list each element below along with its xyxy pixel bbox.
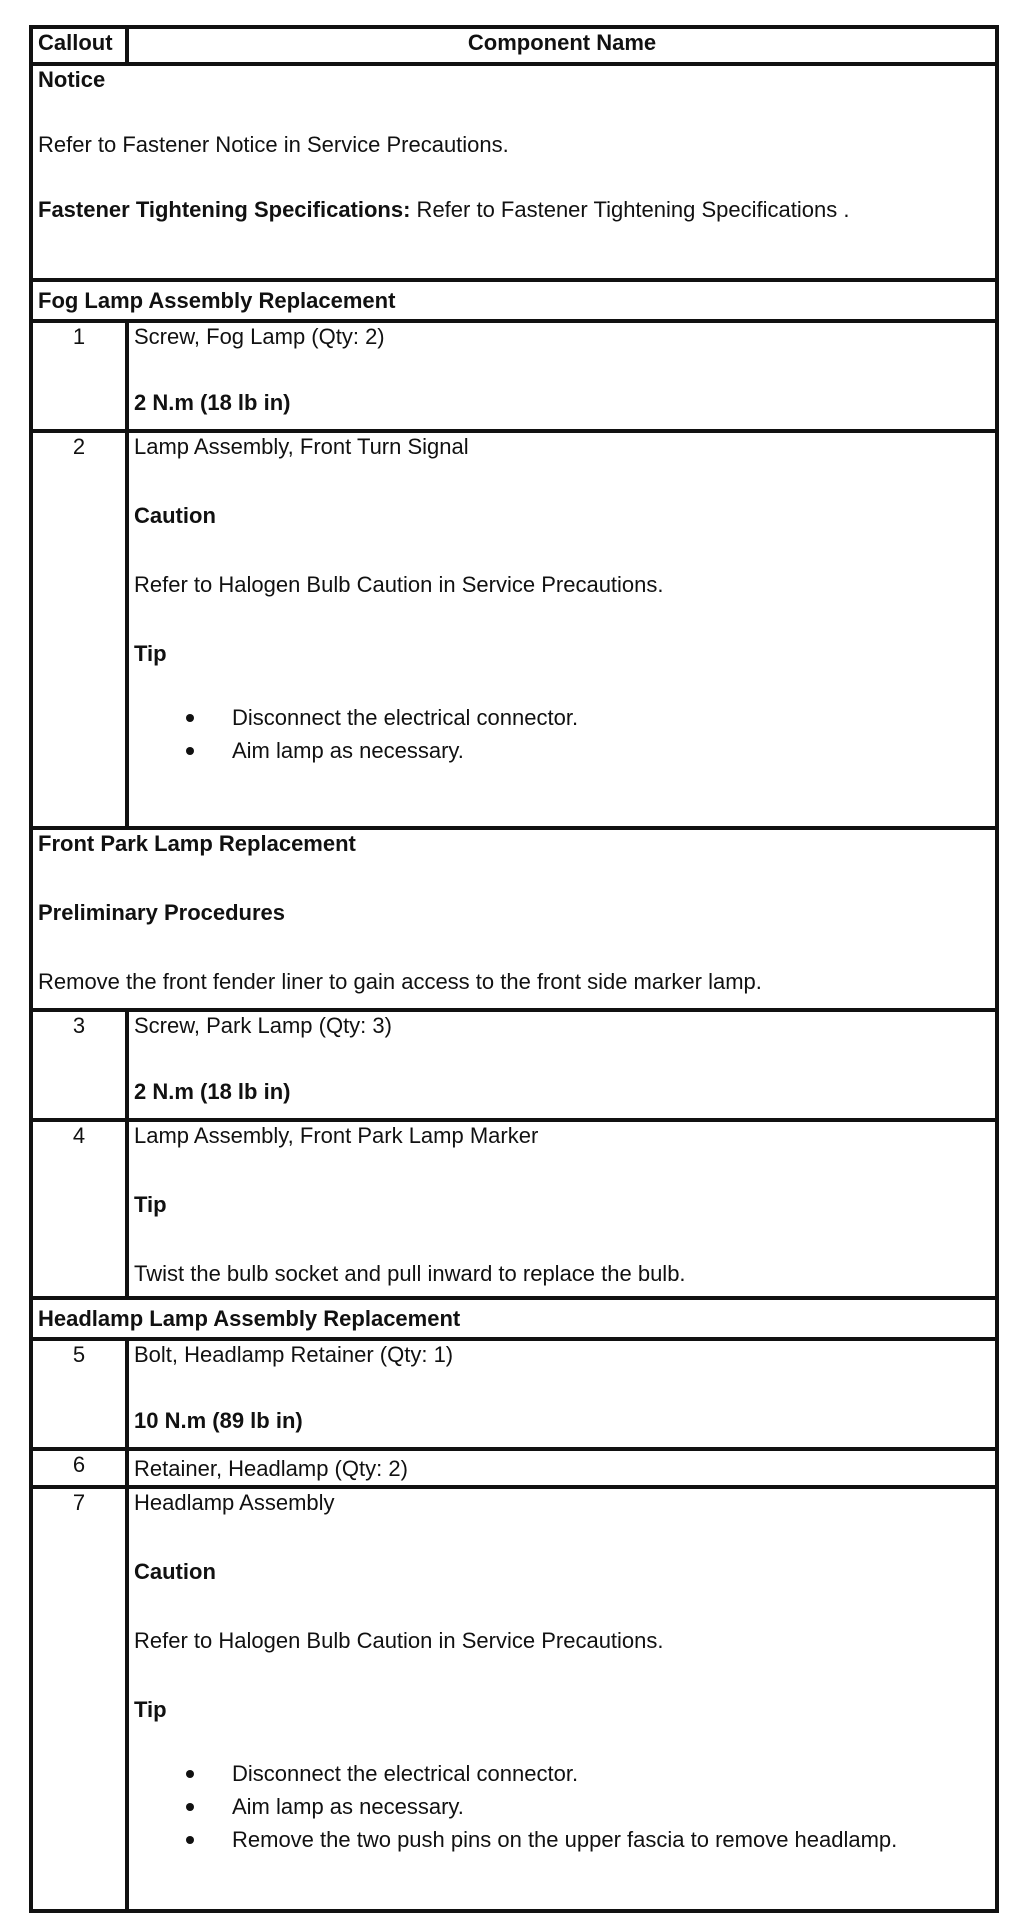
park-section-cell [31, 828, 997, 1010]
tip-label: Tip [134, 641, 167, 666]
fastener-spec-text: Refer to Fastener Tightening Specifications . [410, 197, 850, 222]
notice-text: Refer to Fastener Notice in Service Precautions. [38, 132, 509, 157]
component-table-sheet [29, 25, 999, 1913]
list-item: Disconnect the electrical connector. [232, 1757, 990, 1790]
caution-label: Caution [134, 503, 216, 528]
component-cell [127, 321, 997, 431]
torque-spec: 2 N.m (18 lb in) [134, 1079, 291, 1104]
callout-number: 1 [31, 321, 127, 431]
component-name: Bolt, Headlamp Retainer (Qty: 1) [134, 1342, 454, 1367]
table-row [31, 1120, 997, 1298]
notice-row [31, 64, 997, 280]
headlamp-section-title: Headlamp Lamp Assembly Replacement [31, 1298, 997, 1339]
list-item: Aim lamp as necessary. [232, 734, 990, 767]
component-cell [127, 431, 997, 828]
table-row [31, 1449, 997, 1487]
component-name: Screw, Park Lamp (Qty: 3) [134, 1013, 392, 1038]
torque-spec: 10 N.m (89 lb in) [134, 1408, 303, 1433]
tip-label: Tip [134, 1192, 167, 1217]
caution-text: Refer to Halogen Bulb Caution in Service Precautions. [134, 572, 664, 597]
component-name: Screw, Fog Lamp (Qty: 2) [134, 324, 385, 349]
component-cell [127, 1487, 997, 1911]
table-row [31, 1010, 997, 1120]
fog-section-title: Fog Lamp Assembly Replacement [31, 280, 997, 321]
tip-text: Twist the bulb socket and pull inward to replace the bulb. [134, 1261, 686, 1286]
table-row [31, 431, 997, 828]
callout-number: 6 [31, 1449, 127, 1487]
tip-list [134, 701, 990, 767]
caution-text: Refer to Halogen Bulb Caution in Service Precautions. [134, 1628, 664, 1653]
component-name: Lamp Assembly, Front Park Lamp Marker [134, 1123, 539, 1148]
table-row [31, 1487, 997, 1911]
callout-number: 5 [31, 1339, 127, 1449]
component-cell [127, 1120, 997, 1298]
torque-spec: 2 N.m (18 lb in) [134, 390, 291, 415]
list-item: Aim lamp as necessary. [232, 1790, 990, 1823]
table-header-row [31, 27, 997, 64]
list-item: Remove the two push pins on the upper fascia to remove headlamp. [232, 1823, 990, 1856]
section-header-row [31, 280, 997, 321]
preliminary-text: Remove the front fender liner to gain access to the front side marker lamp. [38, 969, 762, 994]
callout-column-header: Callout [31, 27, 127, 64]
callout-number: 4 [31, 1120, 127, 1298]
component-name: Retainer, Headlamp (Qty: 2) [127, 1449, 997, 1487]
component-name: Lamp Assembly, Front Turn Signal [134, 434, 469, 459]
component-cell [127, 1010, 997, 1120]
caution-label: Caution [134, 1559, 216, 1584]
tip-label: Tip [134, 1697, 167, 1722]
component-cell [127, 1339, 997, 1449]
list-item: Disconnect the electrical connector. [232, 701, 990, 734]
table-row [31, 321, 997, 431]
component-name: Headlamp Assembly [134, 1490, 335, 1515]
fastener-spec-label: Fastener Tightening Specifications: [38, 197, 411, 222]
preliminary-row [31, 828, 997, 1010]
preliminary-label: Preliminary Procedures [38, 900, 286, 925]
table-row [31, 1339, 997, 1449]
notice-cell [31, 64, 997, 280]
notice-title: Notice [38, 67, 106, 92]
callout-number: 3 [31, 1010, 127, 1120]
fastener-spec-line [38, 196, 990, 223]
park-section-title: Front Park Lamp Replacement [38, 831, 356, 856]
component-table [29, 25, 999, 1913]
tip-list [134, 1757, 990, 1856]
component-name-column-header: Component Name [127, 27, 997, 64]
callout-number: 7 [31, 1487, 127, 1911]
callout-number: 2 [31, 431, 127, 828]
section-header-row [31, 1298, 997, 1339]
